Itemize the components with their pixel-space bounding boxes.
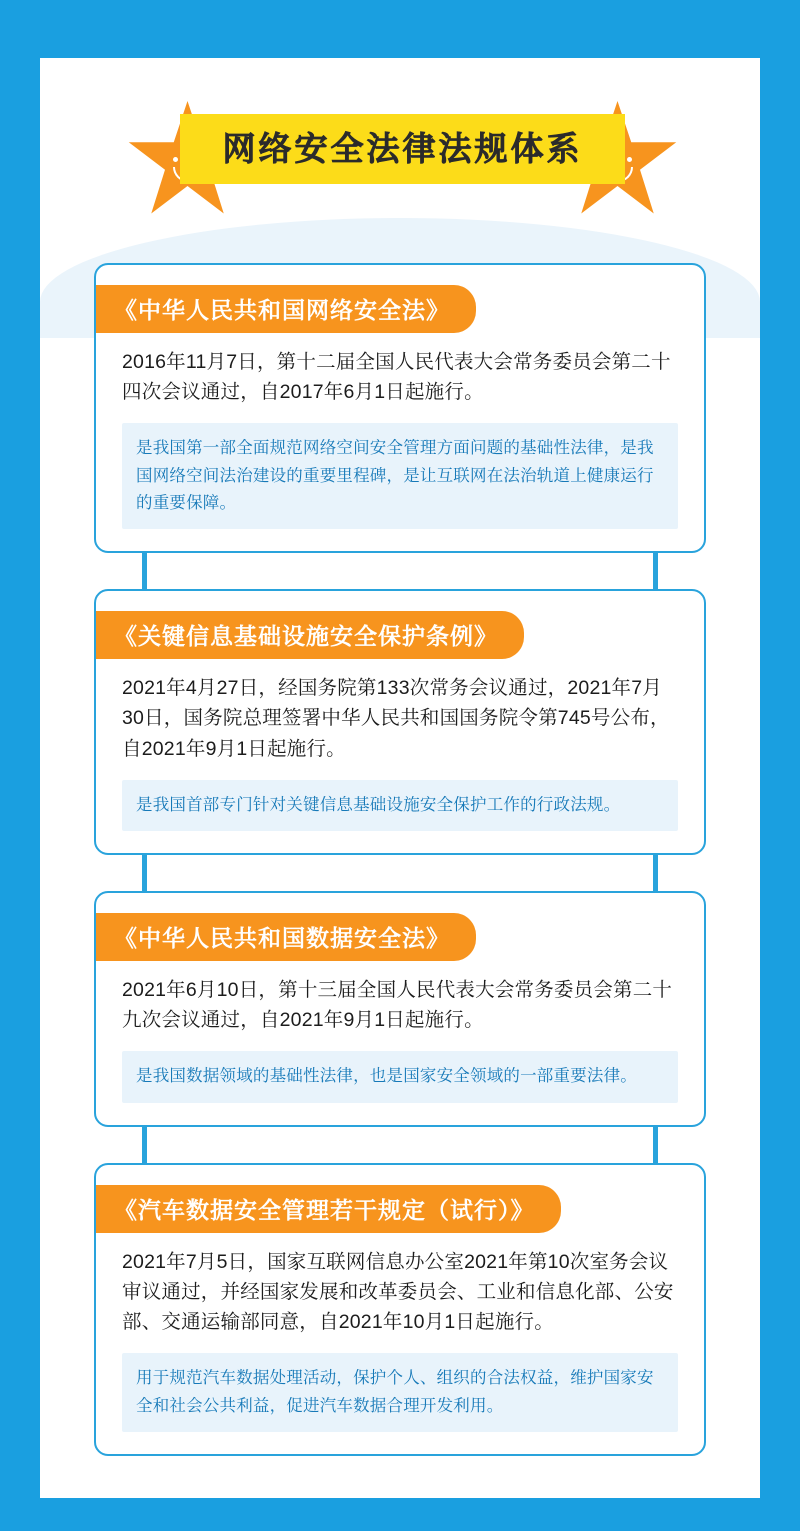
star-right-eye-icon bbox=[627, 157, 632, 162]
law-card-title: 《关键信息基础设施安全保护条例》 bbox=[96, 611, 524, 659]
law-card bbox=[94, 263, 706, 553]
law-card-note: 用于规范汽车数据处理活动，保护个人、组织的合法权益，维护国家安全和社会公共利益，促进汽车数据合理开发利用。 bbox=[122, 1353, 678, 1431]
law-card-note: 是我国数据领域的基础性法律，也是国家安全领域的一部重要法律。 bbox=[122, 1051, 678, 1102]
connector-line-right bbox=[653, 553, 658, 589]
law-card bbox=[94, 1163, 706, 1456]
connector-line-right bbox=[653, 1127, 658, 1163]
header-banner bbox=[125, 101, 680, 226]
card-connector bbox=[94, 553, 706, 589]
law-card-title: 《汽车数据安全管理若干规定（试行）》 bbox=[96, 1185, 561, 1233]
poster-page bbox=[40, 58, 760, 1498]
law-card-title: 《中华人民共和国数据安全法》 bbox=[96, 913, 476, 961]
law-card-list bbox=[94, 263, 706, 1456]
law-card bbox=[94, 589, 706, 855]
law-card-note: 是我国第一部全面规范网络空间安全管理方面问题的基础性法律，是我国网络空间法治建设的重要里程碑，是让互联网在法治轨道上健康运行的重要保障。 bbox=[122, 423, 678, 529]
card-connector bbox=[94, 855, 706, 891]
card-connector bbox=[94, 1127, 706, 1163]
law-card bbox=[94, 891, 706, 1127]
law-card-body: 2021年4月27日，经国务院第133次常务会议通过，2021年7月30日，国务院总理签署中华人民共和国国务院令第745号公布，自2021年9月1日起施行。 bbox=[122, 677, 670, 760]
star-left-eye-icon bbox=[173, 157, 178, 162]
connector-line-left bbox=[142, 553, 147, 589]
connector-line-left bbox=[142, 1127, 147, 1163]
page-title: 网络安全法律法规体系 bbox=[222, 129, 583, 168]
connector-line-right bbox=[653, 855, 658, 891]
connector-line-left bbox=[142, 855, 147, 891]
law-card-title: 《中华人民共和国网络安全法》 bbox=[96, 285, 476, 333]
law-card-body: 2021年6月10日，第十三届全国人民代表大会常务委员会第二十九次会议通过，自2021年9月1日起施行。 bbox=[122, 978, 673, 1032]
law-card-note: 是我国首部专门针对关键信息基础设施安全保护工作的行政法规。 bbox=[122, 780, 678, 831]
law-card-body: 2016年11月7日，第十二届全国人民代表大会常务委员会第二十四次会议通过，自2017年6月1日起施行。 bbox=[122, 351, 671, 404]
law-card-body: 2021年7月5日，国家互联网信息办公室2021年第10次室务会议审议通过，并经国家发展和改革委员会、工业和信息化部、公安部、交通运输部同意，自2021年10月1日起施行。 bbox=[122, 1250, 674, 1334]
